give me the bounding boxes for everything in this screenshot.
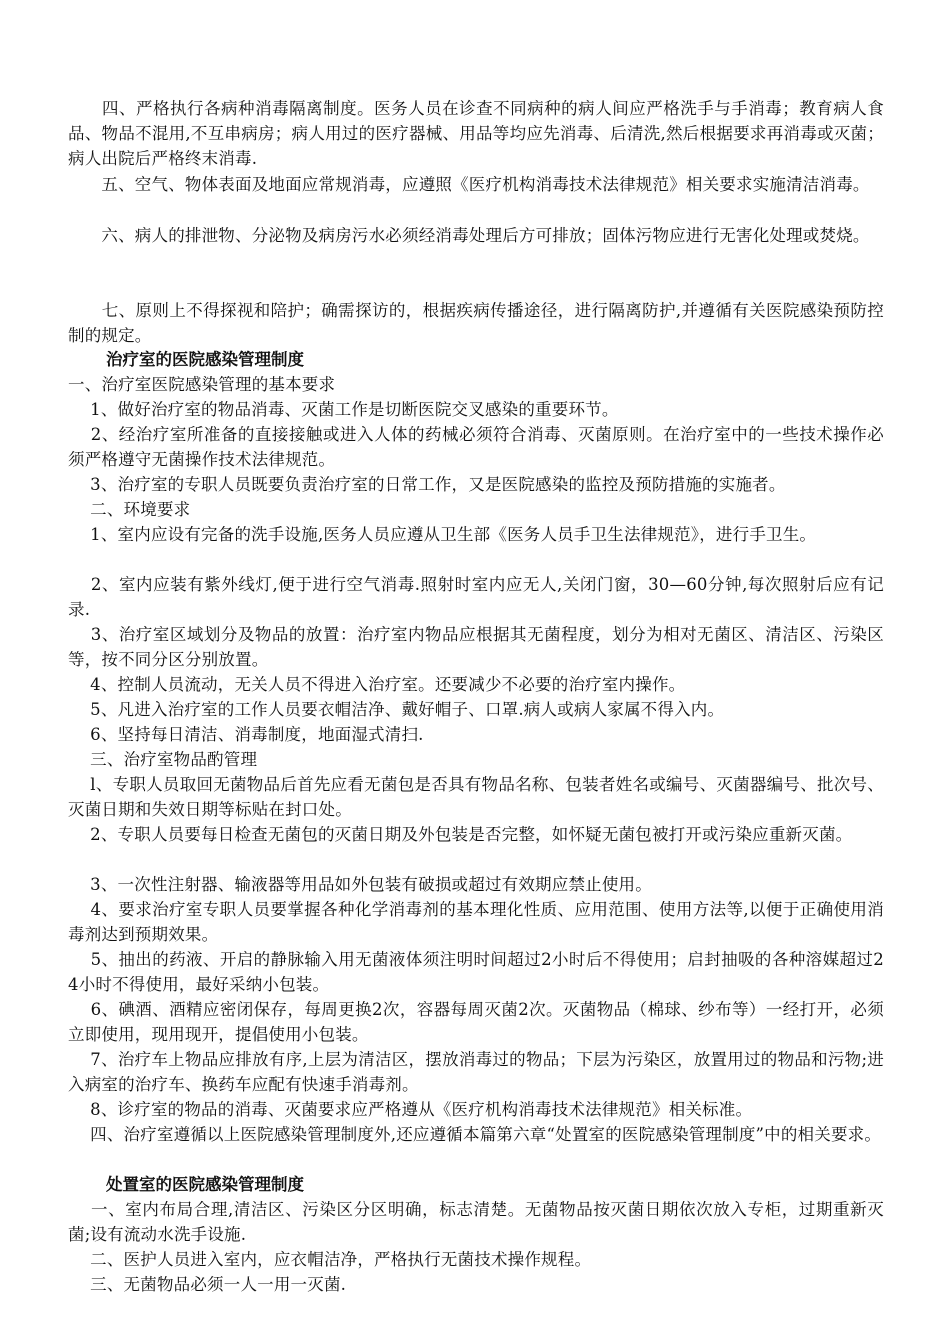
- treatment-item-3-4: 4、要求治疗室专职人员要掌握各种化学消毒剂的基本理化性质、应用范围、使用方法等,以便于正确使用消毒剂达到预期效果。: [68, 900, 884, 944]
- treatment-heading-2: 二、环境要求: [68, 500, 191, 519]
- paragraph-rule-4: 四、严格执行各病种消毒隔离制度。医务人员在诊查不同病种的病人间应严格洗手与手消毒；教育病人食品、物品不混用,不互串病房；病人用过的医疗器械、用品等均应先消毒、后清洗,然后根据要求再消毒或灭菌；病人出院后严格终末消毒.: [68, 99, 884, 168]
- treatment-item-2-1: 1、室内应设有完备的洗手设施,医务人员应遵从卫生部《医务人员手卫生法律规范》，进行手卫生。: [68, 525, 817, 544]
- paragraph-rule-7: 七、原则上不得探视和陪护；确需探访的，根据疾病传播途径，进行隔离防护,并遵循有关医院感染预防控制的规定。: [68, 301, 884, 345]
- treatment-heading-3: 三、治疗室物品酌管理: [68, 750, 258, 769]
- paragraph-rule-5: 五、空气、物体表面及地面应常规消毒，应遵照《医疗机构消毒技术法律规范》相关要求实施清洁消毒。: [68, 175, 870, 194]
- treatment-item-2-6: 6、坚持每日清洁、消毒制度，地面湿式清扫.: [68, 725, 424, 744]
- treatment-heading-4: 四、治疗室遵循以上医院感染管理制度外,还应遵循本篇第六章“处置室的医院感染管理制度”中的相关要求。: [68, 1125, 882, 1144]
- treatment-item-3-6: 6、碘酒、酒精应密闭保存，每周更换2次，容器每周灭菌2次。灭菌物品（棉球、纱布等）一经打开，必须立即使用，现用现开，提倡使用小包装。: [68, 1000, 884, 1044]
- treatment-item-2-5: 5、凡进入治疗室的工作人员要衣帽洁净、戴好帽子、口罩.病人或病人家属不得入内。: [68, 700, 725, 719]
- treatment-item-3-7: 7、治疗车上物品应排放有序,上层为清洁区，摆放消毒过的物品；下层为污染区，放置用过的物品和污物;进入病室的治疗车、换药车应配有快速手消毒剂。: [68, 1050, 884, 1094]
- treatment-item-3-5: 5、抽出的药液、开启的静脉输入用无菌液体须注明时间超过2小时后不得使用；启封抽吸的各种溶媒超过24小时不得使用，最好采纳小包装。: [68, 950, 884, 994]
- disposal-item-1: 一、室内布局合理,清洁区、污染区分区明确，标志清楚。无菌物品按灭菌日期依次放入专柜，过期重新灭菌;设有流动水洗手设施.: [68, 1200, 884, 1244]
- treatment-item-1-2: 2、经治疗室所准备的直接接触或进入人体的药械必须符合消毒、灭菌原则。在治疗室中的一些技术操作必须严格遵守无菌操作技术法律规范。: [68, 425, 884, 469]
- disposal-item-2: 二、医护人员进入室内，应衣帽洁净，严格执行无菌技术操作规程。: [68, 1250, 592, 1269]
- disposal-item-3: 三、无菌物品必须一人一用一灭菌.: [68, 1275, 347, 1294]
- treatment-item-3-1: l、专职人员取回无菌物品后首先应看无菌包是否具有物品名称、包装者姓名或编号、灭菌器编号、批次号、灭菌日期和失效日期等标贴在封口处。: [68, 775, 884, 819]
- treatment-item-3-3: 3、一次性注射器、输液器等用品如外包装有破损或超过有效期应禁止使用。: [68, 875, 652, 894]
- treatment-item-3-2: 2、专职人员要每日检查无菌包的灭菌日期及外包装是否完整，如怀疑无菌包被打开或污染应重新灭菌。: [68, 825, 853, 844]
- treatment-item-3-8: 8、诊疗室的物品的消毒、灭菌要求应严格遵从《医疗机构消毒技术法律规范》相关标准。: [68, 1100, 753, 1119]
- paragraph-rule-6: 六、病人的排泄物、分泌物及病房污水必须经消毒处理后方可排放；固体污物应进行无害化处理或焚烧。: [68, 226, 870, 245]
- treatment-item-1-1: 1、做好治疗室的物品消毒、灭菌工作是切断医院交叉感染的重要环节。: [68, 400, 619, 419]
- section-title-treatment-room: 治疗室的医院感染管理制度: [106, 350, 304, 369]
- treatment-item-2-4: 4、控制人员流动，无关人员不得进入治疗室。还要减少不必要的治疗室内操作。: [68, 675, 686, 694]
- section-title-disposal-room: 处置室的医院感染管理制度: [106, 1175, 304, 1194]
- treatment-heading-1: 一、治疗室医院感染管理的基本要求: [68, 375, 336, 394]
- treatment-item-2-3: 3、治疗室区域划分及物品的放置：治疗室内物品应根据其无菌程度，划分为相对无菌区、清洁区、污染区等，按不同分区分别放置。: [68, 625, 884, 669]
- treatment-item-1-3: 3、治疗室的专职人员既要负责治疗室的日常工作，又是医院感染的监控及预防措施的实施者。: [68, 475, 786, 494]
- treatment-item-2-2: 2、室内应装有紫外线灯,便于进行空气消毒.照射时室内应无人,关闭门窗，30—60分钟,每次照射后应有记录.: [68, 575, 884, 619]
